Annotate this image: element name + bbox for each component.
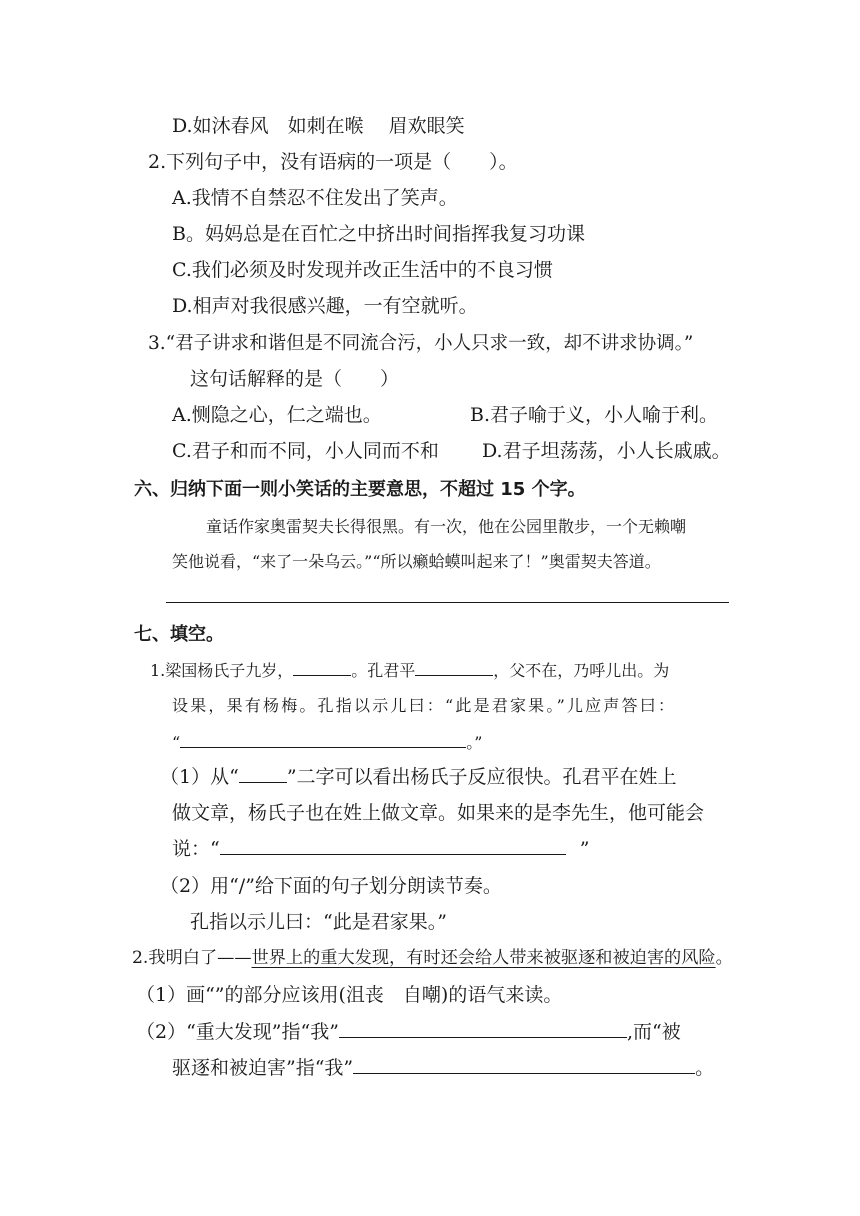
sub-question-1-line2: 做文章，杨氏子也在姓上做文章。如果来的是李先生，他可能会 xyxy=(172,802,705,824)
fill-blank-7[interactable] xyxy=(353,1055,695,1074)
q3-option-d: D.君子坦荡荡，小人长戚戚。 xyxy=(482,440,731,462)
fill-q2-sub1: （1）画“”的部分应该用(沮丧 自嘲)的语气来读。 xyxy=(136,984,563,1006)
q1-option-d: D.如沐春风 如刺在喉 眉欢眼笑 xyxy=(172,115,465,137)
q3-stem-continued: 这句话解释的是（ ） xyxy=(190,368,400,390)
q3-stem: 3.“君子讲求和谐但是不同流合污，小人只求一致，却不讲求协调。” xyxy=(148,333,694,354)
fill-q1-line1: 1.梁国杨氏子九岁， 。孔君平 ，父不在，乃呼儿出。为 xyxy=(150,657,669,684)
fill-q2-sub2-line2: 驱逐和被迫害”指“我” 。 xyxy=(172,1057,715,1079)
joke-line-2: 笑他说看，“来了一朵乌云。”“所以癞蛤蟆叫起来了！”奥雷契夫答道。 xyxy=(172,552,661,571)
q2-option-b: B。妈妈总是在百忙之中挤出时间指挥我复习功课 xyxy=(172,223,585,245)
q3-option-c: C.君子和而不同，小人同而不和 xyxy=(172,440,439,462)
answer-line[interactable] xyxy=(166,602,729,603)
q2-option-c: C.我们必须及时发现并改正生活中的不良习惯 xyxy=(172,259,553,281)
fill-q2-sub2: （2）“重大发现”指“我” ,而“被 xyxy=(136,1021,681,1043)
q3-option-b: B.君子喻于义，小人喻于利。 xyxy=(470,404,719,426)
fill-q2-line1: 2.我明白了——世界上的重大发现，有时还会给人带来被驱逐和被迫害的风险。 xyxy=(132,948,733,968)
q2-stem: 2.下列句子中，没有语病的一项是（ ）。 xyxy=(148,151,518,173)
fill-blank-1[interactable] xyxy=(293,657,351,676)
fill-blank-6[interactable] xyxy=(339,1019,627,1038)
rhythm-sentence: 孔指以示儿曰：“此是君家果。” xyxy=(190,911,447,933)
sub-question-2: （2）用“/”给下面的句子划分朗读节奏。 xyxy=(160,875,502,897)
sub-question-1: （1）从“ ”二字可以看出杨氏子反应很快。孔君平在姓上 xyxy=(160,766,677,788)
fill-q1-line2: 设果，果有杨梅。孔指以示儿曰：“此是君家果。”儿应声答曰： xyxy=(172,696,677,715)
underlined-sentence: 世界上的重大发现，有时还会给人带来被驱逐和被迫害的风险 xyxy=(251,948,716,968)
joke-line-1: 童话作家奥雷契夫长得很黑。有一次，他在公园里散步，一个无赖嘲 xyxy=(206,517,687,536)
q3-option-a: A.恻隐之心，仁之端也。 xyxy=(172,404,382,426)
fill-q1-line3: “ 。” xyxy=(172,729,482,756)
fill-blank-5[interactable] xyxy=(220,836,566,855)
section-6-heading: 六、归纳下面一则小笑话的主要意思，不超过 15 个字。 xyxy=(134,479,586,500)
sub-question-1-line3: 说：“ ” xyxy=(172,838,590,860)
fill-blank-3[interactable] xyxy=(180,729,466,748)
section-7-heading: 七、填空。 xyxy=(134,624,224,645)
fill-blank-4[interactable] xyxy=(239,764,287,783)
q2-option-a: A.我情不自禁忍不住发出了笑声。 xyxy=(172,187,458,209)
fill-blank-2[interactable] xyxy=(415,657,493,676)
q2-option-d: D.相声对我很感兴趣，一有空就听。 xyxy=(172,295,478,317)
